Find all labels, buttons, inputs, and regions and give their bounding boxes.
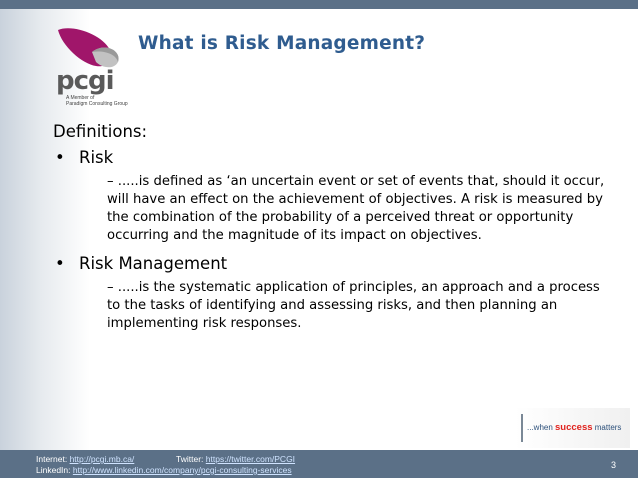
risk-management-definition-text: – .....is the systematic application of principles, an approach and a process to the tasks of identifying and assessing risks, and then planning an implementing risk responses.: [107, 280, 600, 331]
footer-bar: [0, 450, 638, 478]
slide-content: [53, 122, 613, 333]
risk-definition: [89, 173, 613, 245]
internet-link[interactable]: http://pcgi.mb.ca/: [69, 454, 135, 464]
linkedin-label: LinkedIn:: [36, 465, 73, 475]
footer-linkedin: [36, 465, 292, 475]
logo-subtext-2: Paradigm Consulting Group: [66, 101, 128, 107]
internet-label: Internet:: [36, 454, 70, 464]
footer-twitter: [176, 454, 295, 464]
risk-definition-text: – .....is defined as ‘an uncertain event or set of events that, should it occur, will have an effect on the achievement of objectives. A risk is measured by the combination of the probability of a perceived threat or opportunity occurring and the magnitude of its impact on objectives.: [107, 174, 605, 243]
bullet-dot-icon: •: [55, 148, 65, 167]
logo-subtext-1: A Member of: [66, 95, 95, 101]
bullet-dot-icon: •: [55, 254, 65, 273]
bullet-risk-management: [53, 253, 613, 275]
twitter-link[interactable]: https://twitter.com/PCGI: [205, 454, 296, 464]
top-accent-bar: [0, 0, 638, 9]
footer-internet: [36, 454, 134, 464]
tagline-badge: [515, 408, 630, 448]
logo-wordmark: pcgi: [56, 66, 114, 96]
tagline-divider: [521, 414, 523, 442]
pcgi-logo: [52, 24, 134, 110]
tagline-prefix: ...when: [527, 423, 556, 432]
tagline-text: [527, 422, 621, 433]
tagline-highlight: success: [555, 422, 593, 433]
risk-management-definition: [89, 279, 613, 333]
definitions-heading: Definitions:: [53, 122, 148, 141]
bullet-label: Risk Management: [79, 254, 228, 273]
bullet-risk: [53, 147, 613, 169]
page-number: 3: [610, 460, 616, 470]
linkedin-link[interactable]: http://www.linkedin.com/company/pcgi-consulting-services: [72, 465, 292, 475]
bullet-label: Risk: [79, 148, 114, 167]
twitter-label: Twitter:: [176, 454, 206, 464]
slide-title: What is Risk Management?: [138, 33, 426, 54]
tagline-suffix: matters: [592, 423, 622, 432]
